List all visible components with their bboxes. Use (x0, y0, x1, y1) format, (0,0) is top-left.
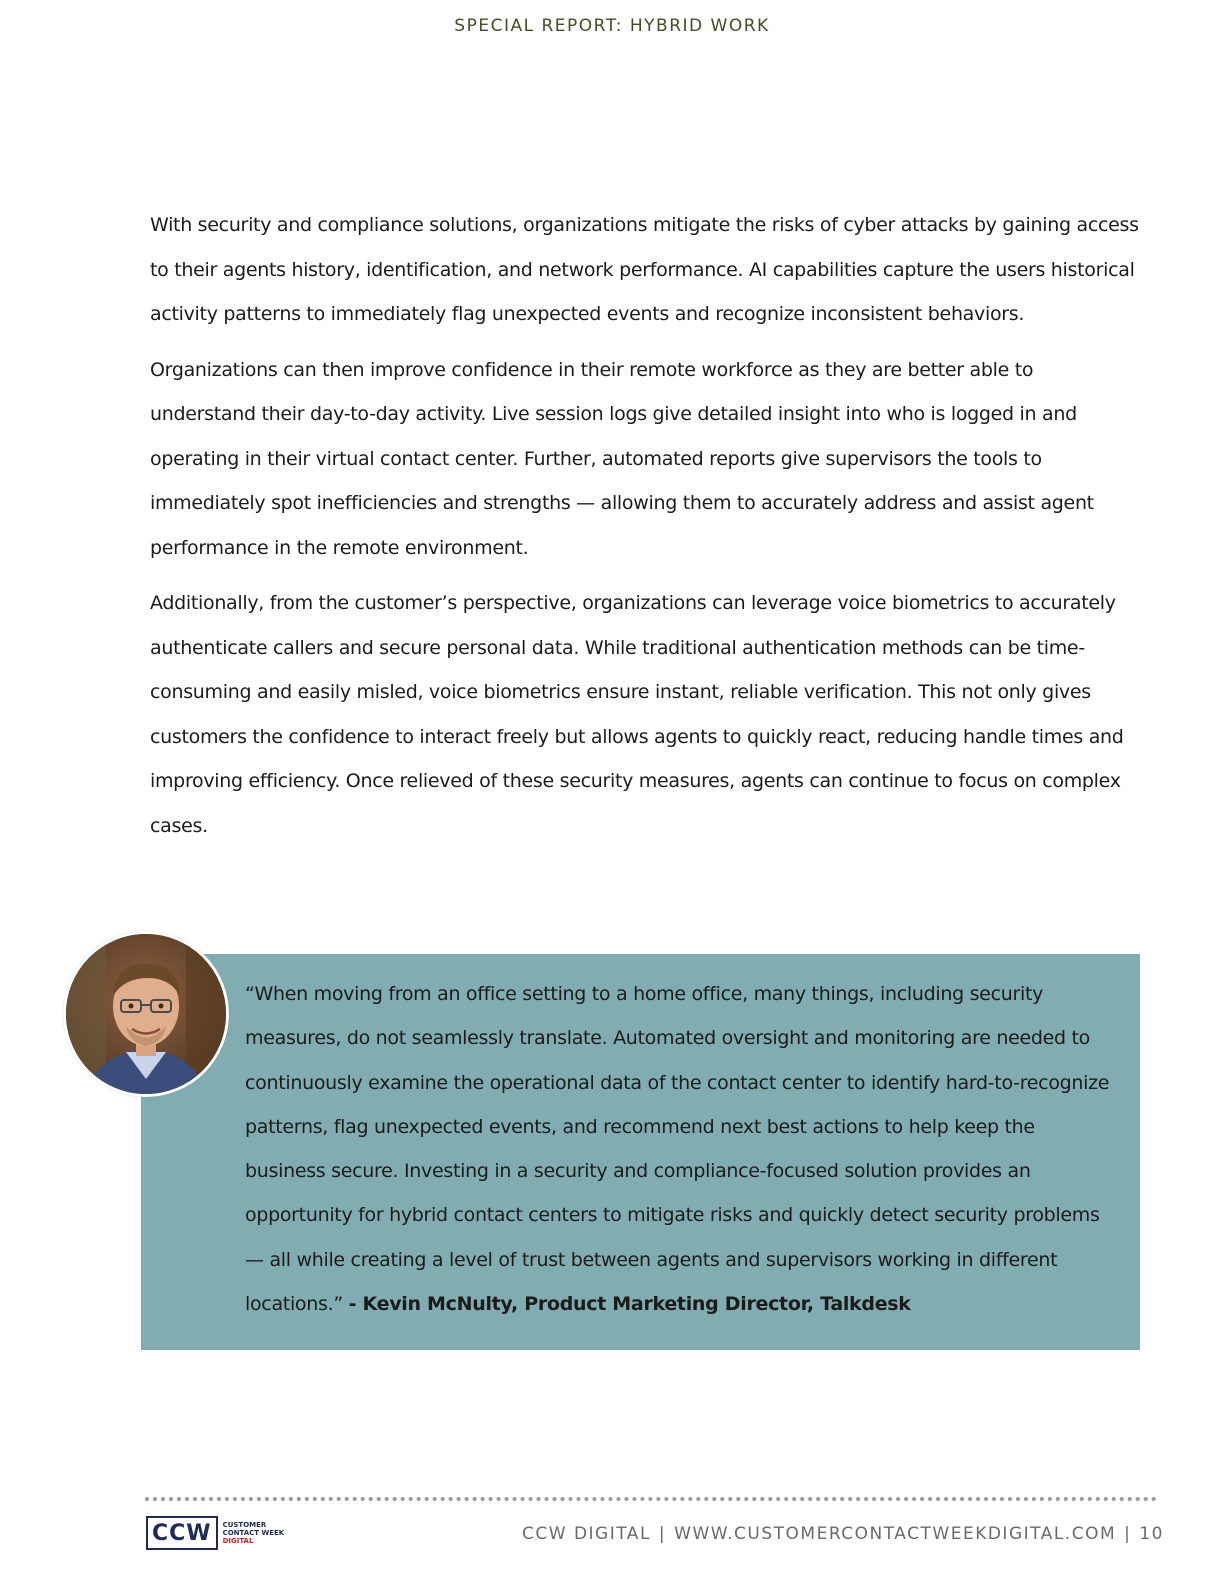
footer-info (522, 1524, 1164, 1544)
quote-attribution: - Kevin McNulty, Product Marketing Director, Talkdesk (348, 1293, 911, 1316)
page-number: 10 (1139, 1524, 1164, 1544)
speaker-portrait (63, 931, 229, 1097)
running-header: SPECIAL REPORT: HYBRID WORK (454, 16, 770, 36)
portrait-image (66, 934, 226, 1094)
footer-separator: | (658, 1524, 667, 1544)
pull-quote (245, 972, 1115, 1326)
paragraph: With security and compliance solutions, organizations mitigate the risks of cyber attacks by gaining access to their agents history, identification, and network performance. AI capabilities capture the users historical activity patterns to immediately flag unexpected events and recognize inconsistent behaviors. (150, 214, 1139, 325)
footer-divider (145, 1497, 1157, 1501)
logo-wordmark (223, 1521, 285, 1545)
logo-line-digital: DIGITAL (222, 1537, 254, 1545)
footer-brand: CCW DIGITAL (522, 1524, 651, 1544)
logo-line-customer: CUSTOMER (222, 1521, 267, 1529)
ccw-logo (146, 1515, 284, 1551)
quote-text: “When moving from an office setting to a home office, many things, including security measures, do not seamlessly translate. Automated oversight and monitoring are needed to continuously examine the operational data of the contact center to identify hard-to-recognize patterns, flag unexpected events, and recommend next best actions to help keep the business secure. Investing in a security and compliance-focused solution provides an opportunity for hybrid contact centers to mitigate risks and quickly detect security problems — all while creating a level of trust between agents and supervisors working in different locations.” (245, 983, 1110, 1316)
article-body (150, 203, 1140, 859)
footer-website: WWW.CUSTOMERCONTACTWEEKDIGITAL.COM (674, 1524, 1117, 1544)
logo-mark: CCW (146, 1516, 218, 1550)
logo-line-contact-week: CONTACT WEEK (222, 1529, 285, 1537)
paragraph: Additionally, from the customer’s perspective, organizations can leverage voice biometrics to accurately authenticate callers and secure personal data. While traditional authentication methods can be time-consuming and easily misled, voice biometrics ensure instant, reliable verification. This not only gives customers the confidence to interact freely but allows agents to quickly react, reducing handle times and improving efficiency. Once relieved of these security measures, agents can continue to focus on complex cases. (150, 592, 1124, 837)
paragraph: Organizations can then improve confidence in their remote workforce as they are better able to understand their day-to-day activity. Live session logs give detailed insight into who is logged in and operating in their virtual contact center. Further, automated reports give supervisors the tools to immediately spot inefficiencies and strengths — allowing them to accurately address and assist agent performance in the remote environment. (150, 358, 1094, 559)
footer-separator: | (1124, 1524, 1132, 1544)
